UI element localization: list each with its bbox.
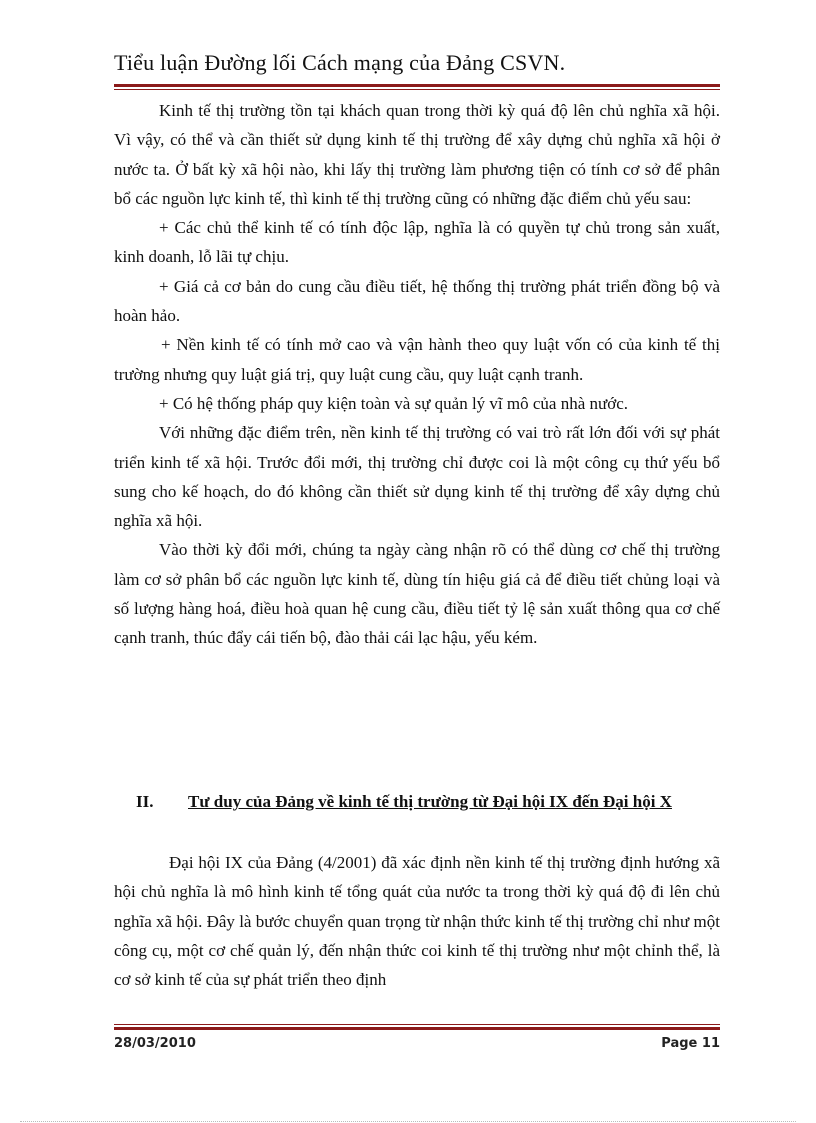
bullet-item: + Các chủ thể kinh tế có tính độc lập, nghĩa là có quyền tự chủ trong sản xuất, kinh doanh, lỗ lãi tự chịu. xyxy=(114,218,720,267)
bullet-item: + Giá cả cơ bản do cung cầu điều tiết, hệ thống thị trường phát triển đồng bộ và hoàn hảo. xyxy=(114,276,720,326)
page-header-title: Tiểu luận Đường lối Cách mạng của Đảng CSVN. xyxy=(114,50,566,75)
paragraph: Vào thời kỳ đổi mới, chúng ta ngày càng nhận rõ có thể dùng cơ chế thị trường làm cơ sở phân bổ các nguồn lực kinh tế, dùng tín hiệu giá cả để điều tiết chủng loại và số lượng hàng hoá, điều hoà quan hệ cung cầu, điều tiết tỷ lệ sản xuất thông qua cơ chế cạnh tranh, thúc đẩy cái tiến bộ, đào thải cái lạc hậu, yếu kém. xyxy=(114,540,720,648)
header-rule-thin xyxy=(114,89,720,90)
paragraph: Kinh tế thị trường tồn tại khách quan trong thời kỳ quá độ lên chủ nghĩa xã hội. Vì vậy, có thể và cần thiết sử dụng kinh tế thị trường để xây dựng chủ nghĩa xã hội ở nước ta. Ở bất kỳ xã hội nào, khi lấy thị trường làm phương tiện có tính cơ sở để phân bổ các nguồn lực kinh tế, thì kinh tế thị trường cũng có những đặc điểm chủ yếu sau: xyxy=(114,101,720,208)
body-text xyxy=(114,96,720,653)
bullet-item: + Có hệ thống pháp quy kiện toàn và sự quản lý vĩ mô của nhà nước. xyxy=(159,393,629,413)
section-title: Tư duy của Đảng về kinh tế thị trường từ Đại hội IX đến Đại hội X xyxy=(188,792,672,811)
section-body xyxy=(114,848,720,994)
bullet-item: + Nền kinh tế có tính mở cao và vận hành theo quy luật vốn có của kinh tế thị trường nhưng quy luật giá trị, quy luật cung cầu, quy luật cạnh tranh. xyxy=(114,335,720,384)
footer-date: 28/03/2010 xyxy=(114,1036,196,1051)
paragraph: Với những đặc điểm trên, nền kinh tế thị trường có vai trò rất lớn đối với sự phát triển kinh tế xã hội. Trước đổi mới, thị trường chỉ được coi là một công cụ thứ yếu bổ sung cho kế hoạch, do đó không cần thiết sử dụng kinh tế thị trường để xây dựng chủ nghĩa xã hội. xyxy=(114,423,720,531)
paragraph: Đại hội IX của Đảng (4/2001) đã xác định nền kinh tế thị trường định hướng xã hội chủ nghĩa là mô hình kinh tế tổng quát của nước ta trong thời kỳ quá độ đi lên chủ nghĩa xã hội. Đây là bước chuyển quan trọng từ nhận thức kinh tế thị trường chỉ như một công cụ, một cơ chế quản lý, đến nhận thức coi kinh tế thị trường như một chỉnh thể, là cơ sở kinh tế của sự phát triển theo định xyxy=(114,853,720,990)
bottom-dotted-border xyxy=(20,1121,796,1122)
footer-rule-thin xyxy=(114,1024,720,1025)
footer-page-number: Page 11 xyxy=(661,1036,720,1051)
section-number: II. xyxy=(136,792,154,811)
footer-rule-thick xyxy=(114,1027,720,1030)
section-heading xyxy=(136,792,736,812)
header-rule-thick xyxy=(114,84,720,87)
